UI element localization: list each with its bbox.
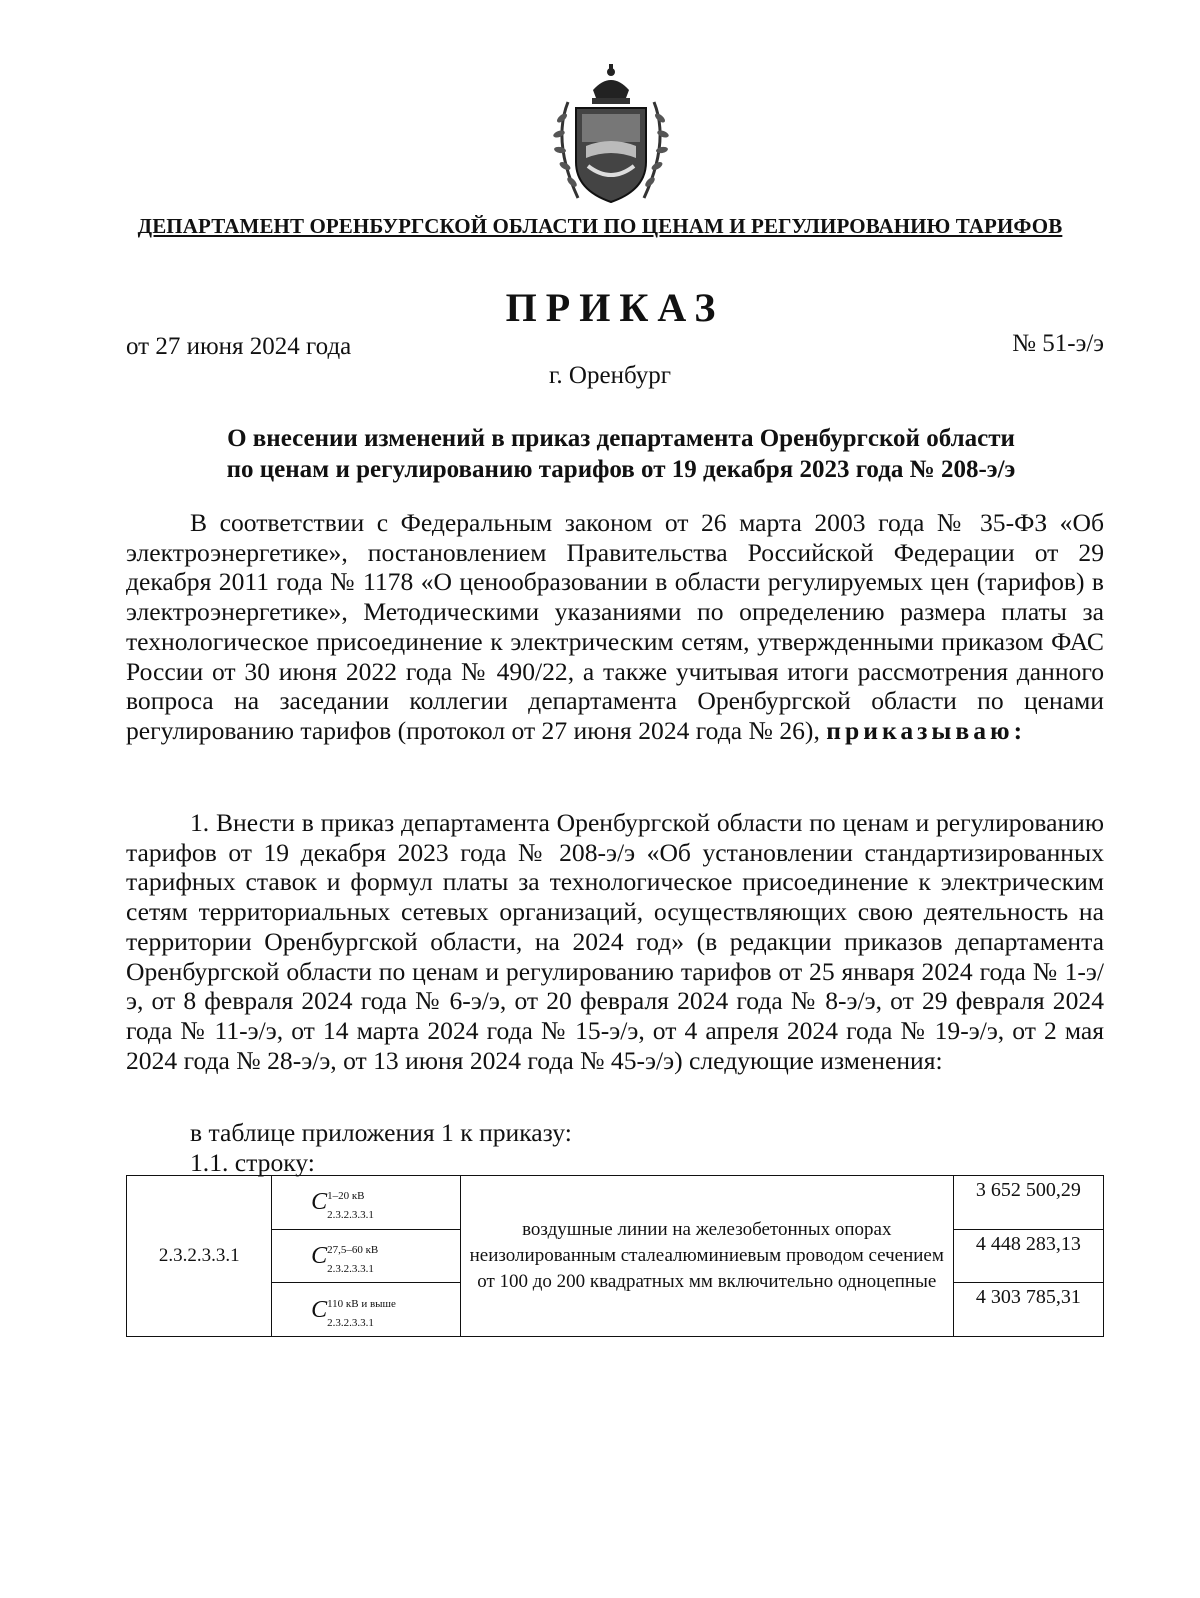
row-reference-line: 1.1. строку:	[190, 1148, 315, 1177]
tariff-table	[126, 1175, 1104, 1337]
subject-line-2: по ценам и регулированию тарифов от 19 декабря 2023 года № 208-э/э	[226, 456, 1016, 483]
rate-symbol: C 110 кВ и выше 2.3.2.3.3.1	[311, 1296, 396, 1329]
row-code-cell: 2.3.2.3.3.1	[127, 1176, 272, 1337]
preamble-paragraph	[126, 508, 1104, 746]
rate-symbol-cell	[272, 1283, 460, 1337]
rate-value-cell: 4 448 283,13	[953, 1229, 1103, 1283]
order-phrase: приказываю:	[826, 715, 1027, 745]
description-cell: воздушные линии на железобетонных опорах неизолированным сталеалюминиевым проводом сечением от 100 до 200 квадратных мм включительно одноцепные	[460, 1176, 953, 1337]
subject-line-1: О внесении изменений в приказ департамента Оренбургской области	[227, 425, 1015, 452]
order-subject	[126, 423, 1116, 485]
order-city: г. Оренбург	[549, 362, 671, 389]
table-row	[127, 1176, 1104, 1230]
rate-symbol: C 1–20 кВ 2.3.2.3.3.1	[311, 1189, 374, 1222]
preamble-text: В соответствии с Федеральным законом от 26 марта 2003 года № 35-ФЗ «Об электроэнергетике», постановлением Правительства Российской Федерации от 29 декабря 2011 года № 1178 «О ценообразовании в области регулируемых цен (тарифов) в электроэнергетике», Методическими указаниями по определению размера платы за технологическое присоединение к электрическим сетям, утвержденными приказом ФАС России от 30 июня 2022 года № 490/22, а также учитывая итоги рассмотрения данного вопроса на заседании коллегии департамента Оренбургской области по ценами регулированию тарифов (протокол от 27 июня 2024 года № 26),	[126, 508, 1104, 745]
table-reference-line: в таблице приложения 1 к приказу:	[190, 1118, 572, 1147]
document-title: ПРИКАЗ	[505, 285, 725, 330]
rate-value-cell: 4 303 785,31	[953, 1283, 1103, 1337]
rate-value-cell: 3 652 500,29	[953, 1176, 1103, 1230]
order-number: № 51-э/э	[1012, 330, 1104, 357]
rate-symbol-cell	[272, 1176, 460, 1230]
coat-of-arms-emblem	[548, 62, 674, 208]
order-date: от 27 июня 2024 года	[126, 333, 352, 360]
rate-symbol: C 27,5–60 кВ 2.3.2.3.3.1	[311, 1242, 379, 1275]
rate-symbol-cell	[272, 1229, 460, 1283]
clause-1-paragraph: 1. Внести в приказ департамента Оренбургской области по ценам и регулированию тарифов от 19 декабря 2023 года № 208-э/э «Об установлении стандартизированных тарифных ставок и формул платы за технологическое присоединение к электрическим сетям территориальных сетевых организаций, осуществляющих свою деятельность на территории Оренбургской области, на 2024 год» (в редакции приказов департамента Оренбургской области по ценам и регулированию тарифов от 25 января 2024 года № 1-э/э, от 8 февраля 2024 года № 6-э/э, от 20 февраля 2024 года № 8-э/э, от 29 февраля 2024 года № 11-э/э, от 14 марта 2024 года № 15-э/э, от 4 апреля 2024 года № 19-э/э, от 2 мая 2024 года № 28-э/э, от 13 июня 2024 года № 45-э/э) следующие изменения:	[126, 808, 1104, 1075]
department-name: ДЕПАРТАМЕНТ ОРЕНБУРГСКОЙ ОБЛАСТИ ПО ЦЕНАМ И РЕГУЛИРОВАНИЮ ТАРИФОВ	[137, 214, 1063, 238]
